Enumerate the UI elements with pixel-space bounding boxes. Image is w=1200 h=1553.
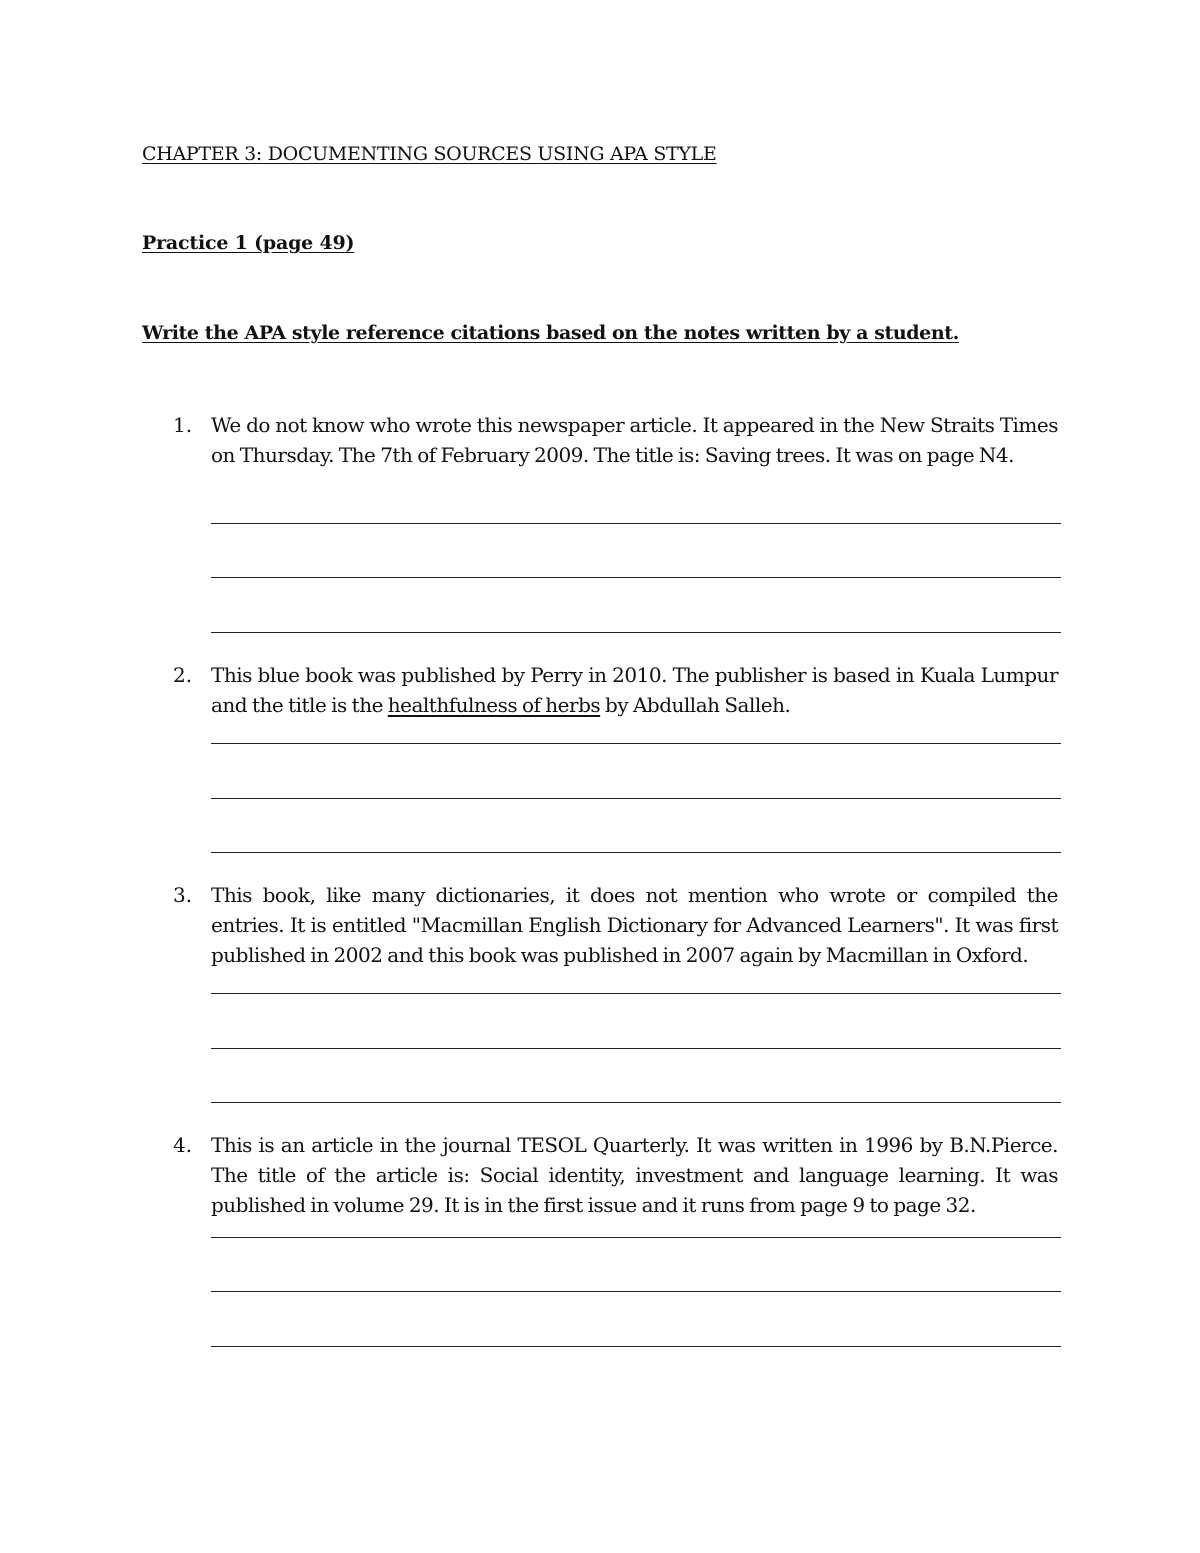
question-number: 1. — [173, 413, 193, 437]
answer-line[interactable] — [211, 577, 1061, 578]
underlined-title: healthfulness of herbs — [387, 693, 601, 717]
practice-heading: Practice 1 (page 49) — [142, 232, 355, 254]
question-text-part: This blue book was published by Perry in 2010. The publisher is based in Kuala Lumpur and the title is the — [211, 663, 1058, 717]
answer-line[interactable] — [211, 523, 1061, 524]
answer-line[interactable] — [211, 743, 1061, 744]
question-text: This is an article in the journal TESOL Quarterly. It was written in 1996 by B.N.Pierce. The title of the article is: Social identity, investment and language learning. It was published in volume 29. It is in the first issue and it runs from page 9 to page 32. — [211, 1133, 1058, 1217]
answer-line[interactable] — [211, 1291, 1061, 1292]
question-text — [211, 660, 1058, 720]
answer-line[interactable] — [211, 993, 1061, 994]
answer-line[interactable] — [211, 632, 1061, 633]
answer-line[interactable] — [211, 852, 1061, 853]
answer-line[interactable] — [211, 1346, 1061, 1347]
question-text: This book, like many dictionaries, it does not mention who wrote or compiled the entries. It is entitled "Macmillan English Dictionary for Advanced Learners". It was first published in 2002 and this book was published in 2007 again by Macmillan in Oxford. — [211, 883, 1058, 967]
question-text: We do not know who wrote this newspaper article. It appeared in the New Straits Times on Thursday. The 7th of February 2009. The title is: Saving trees. It was on page N4. — [211, 413, 1058, 467]
question-number: 4. — [173, 1133, 193, 1157]
answer-line[interactable] — [211, 1237, 1061, 1238]
question-number: 3. — [173, 883, 193, 907]
chapter-title: CHAPTER 3: DOCUMENTING SOURCES USING APA STYLE — [142, 143, 717, 165]
question-number: 2. — [173, 663, 193, 687]
answer-line[interactable] — [211, 1048, 1061, 1049]
instruction-text: Write the APA style reference citations based on the notes written by a student. — [142, 322, 959, 344]
answer-line[interactable] — [211, 1102, 1061, 1103]
answer-line[interactable] — [211, 798, 1061, 799]
question-text-part: by Abdullah Salleh. — [600, 693, 791, 717]
